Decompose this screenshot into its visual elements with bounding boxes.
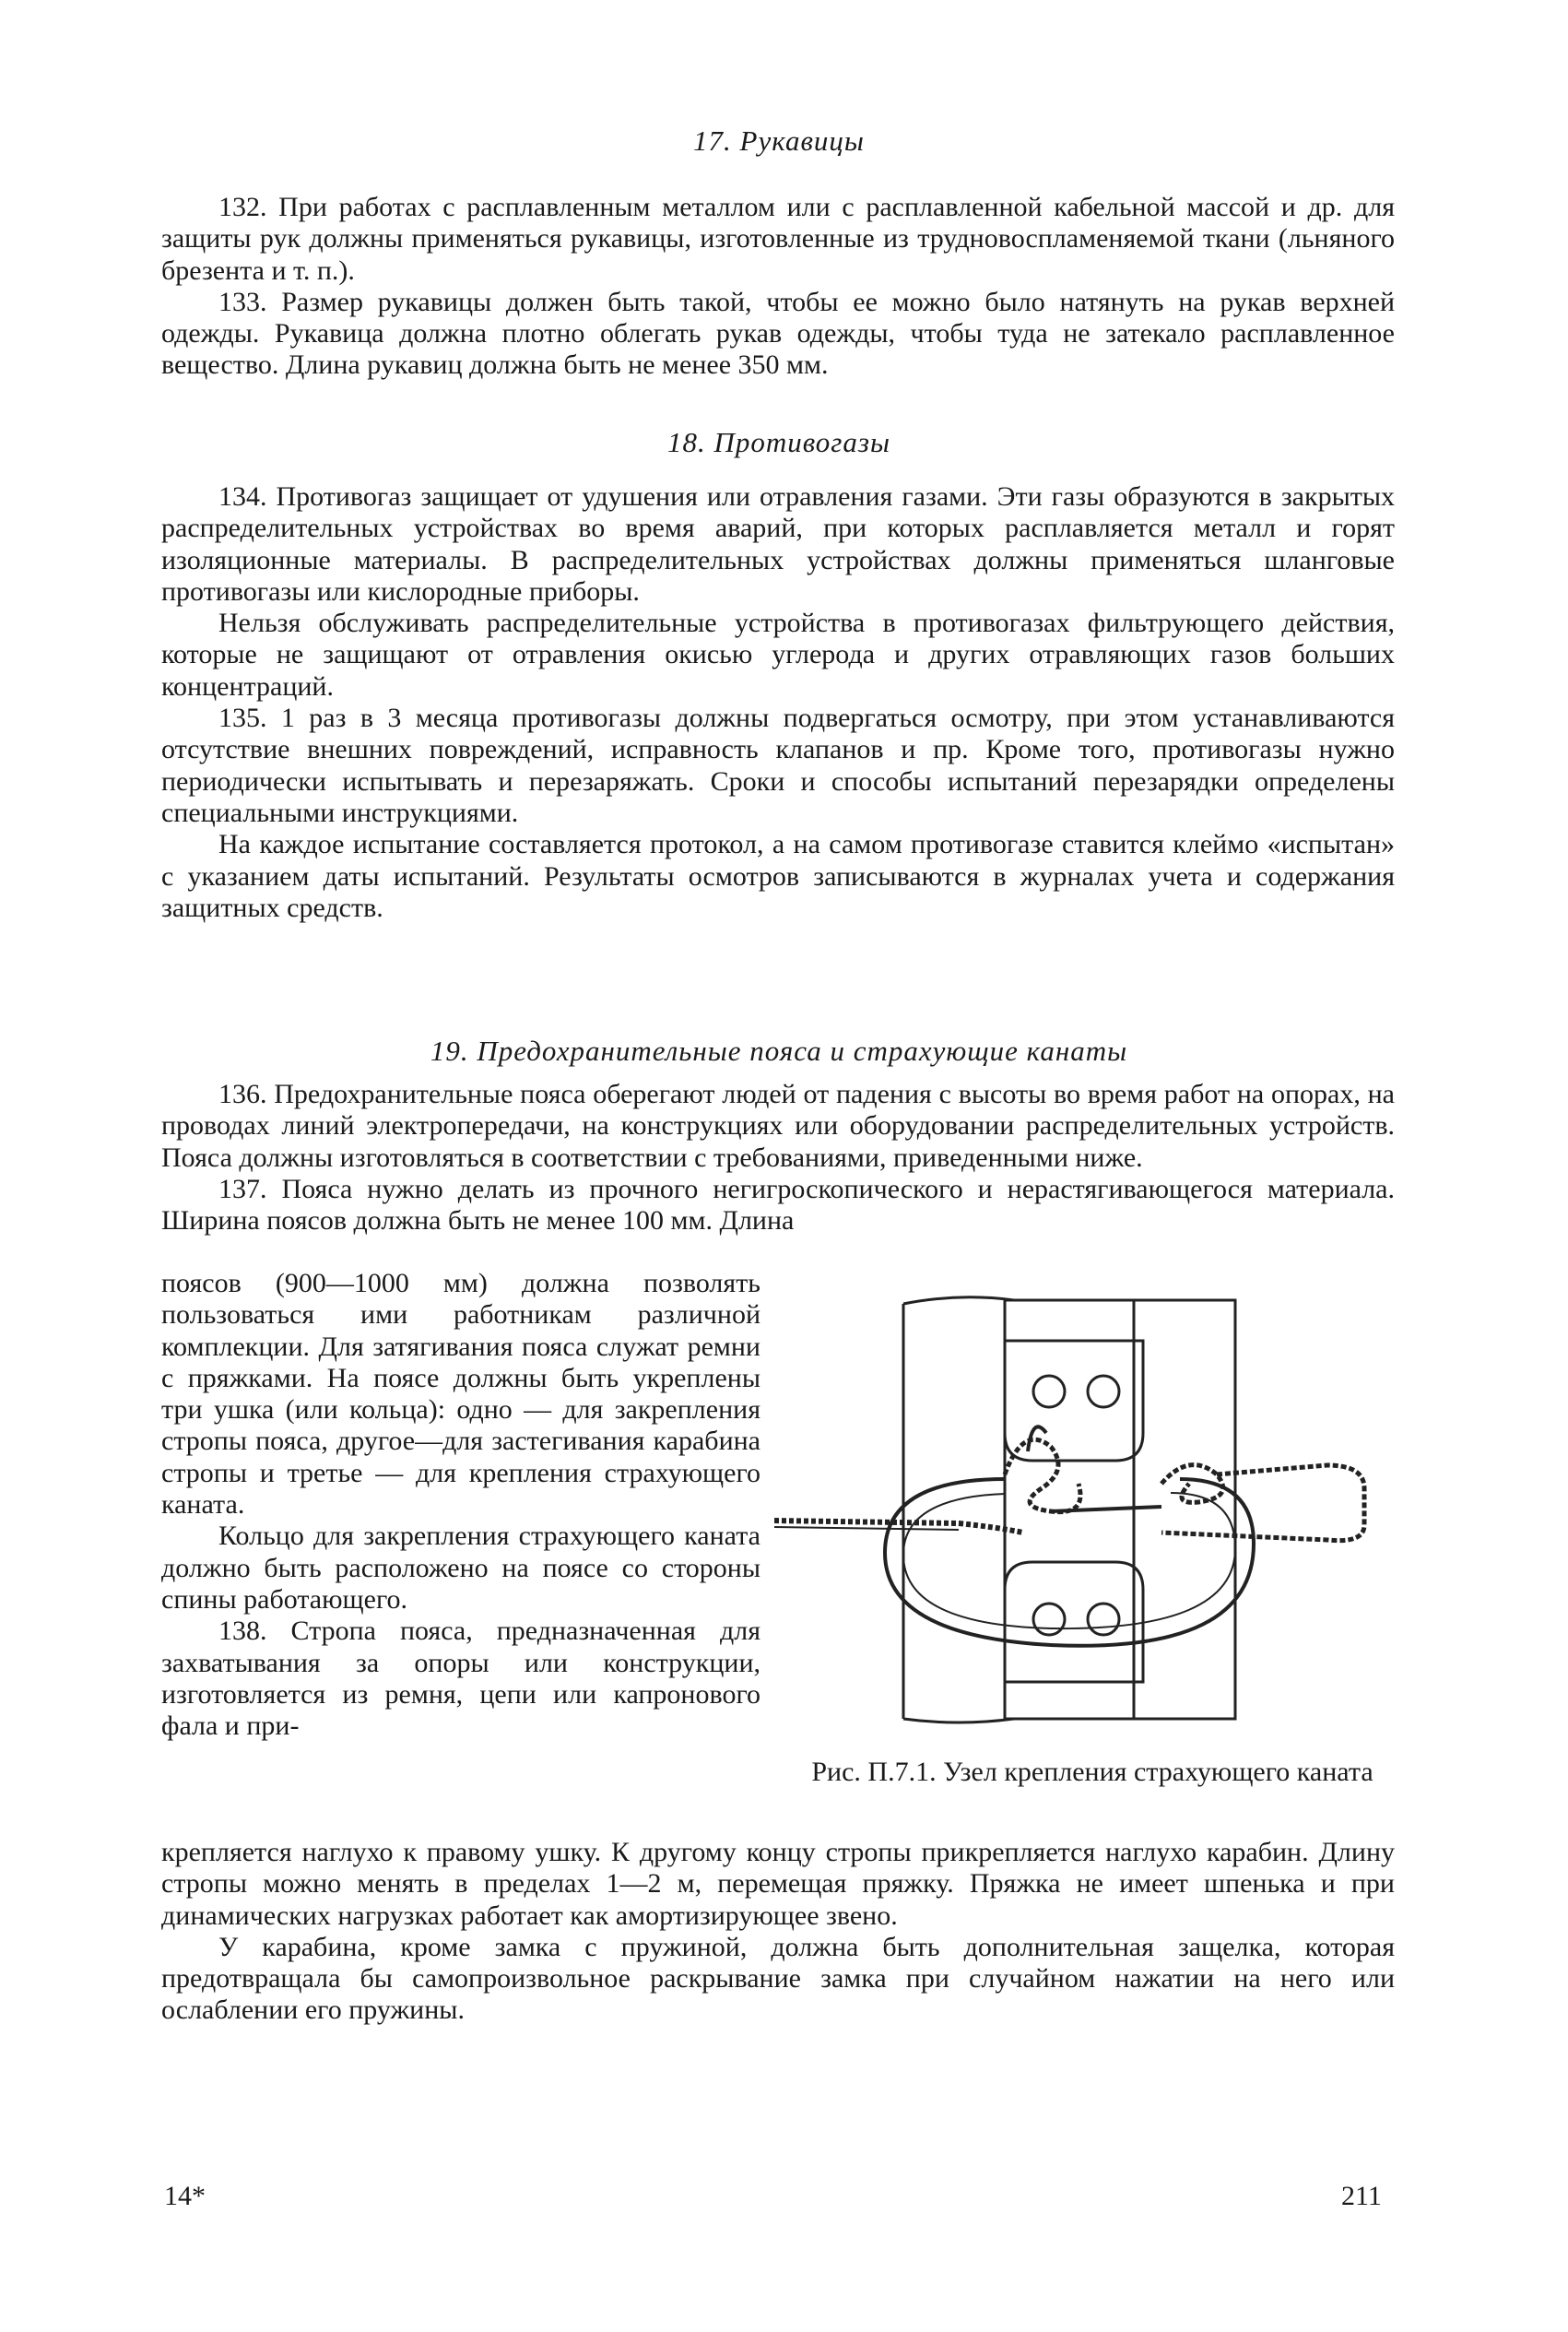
paragraph-134: 134. Противогаз защищает от удушения или отравления газами. Эти газы образуются в закрытых распределительных устройствах во время аварий, при которых расплавляется металл и горят изоляционные материалы. В распределительных устройствах должны применяться шланговые противогазы или кислородные приборы.	[161, 481, 1395, 607]
paragraph-137-start: 137. Пояса нужно делать из прочного негигроскопического и нерастягивающегося материала. Ширина поясов должна быть не менее 100 мм. Длина	[161, 1173, 1395, 1237]
section-gloves-body	[161, 192, 1395, 382]
section-heading-safety-belts: 19. Предохранительные пояса и страхующие канаты	[430, 1035, 1128, 1067]
paragraph-138-continued: крепляется наглухо к правому ушку. К другому концу стропы прикрепляется наглухо карабин. Длину стропы можно менять в пределах 1—2 м, перемещая пряжку. Пряжка не имеет шпенька и при динамических нагрузках работает как амортизирующее звено.	[161, 1837, 1395, 1931]
paragraph-138-start: 138. Стропа пояса, предназначенная для захватывания за опоры или конструкции, изготовляется из ремня, цепи или капронового фала и при-	[161, 1616, 760, 1742]
paragraph-136: 136. Предохранительные пояса оберегают людей от падения с высоты во время работ на опорах, на проводах линий электропередачи, на конструкциях или оборудовании распределительных устройств. Пояса должны изготовляться в соответствии с требованиями, приведенными ниже.	[161, 1079, 1395, 1173]
paragraph-137-continued: поясов (900—1000 мм) должна позволять пользоваться ими работникам различной комплекции. Для затягивания пояса служат ремни с пряжками. На поясе должны быть укреплены три ушка (или кольца): одно — для закрепления стропы пояса, другое—для застегивания карабина стропы и третье — для крепления страхующего каната.	[161, 1268, 760, 1521]
section-heading-gloves: 17. Рукавицы	[693, 124, 865, 157]
figure-caption: Рис. П.7.1. Узел крепления страхующего каната	[811, 1757, 1373, 1787]
paragraph-carabiner: У карабина, кроме замка с пружиной, должна быть дополнительная защелка, которая предотвращала бы самопроизвольное раскрывание замка при случайном нажатии на него или ослаблении его пружины.	[161, 1931, 1395, 2026]
wrapped-text-column	[161, 1268, 760, 1742]
section-safety-belts-body	[161, 1079, 1395, 1237]
after-figure-text	[161, 1837, 1395, 2027]
paragraph-ring: Кольцо для закрепления страхующего каната должно быть расположено на поясе со стороны спины работающего.	[161, 1521, 760, 1615]
paragraph-135: 135. 1 раз в 3 месяца противогазы должны подвергаться осмотру, при этом устанавливаются отсутствие внешних повреждений, исправность клапанов и пр. Кроме того, противогазы нужно периодически испытывать и перезаряжать. Сроки и способы испытаний перезарядки определены специальными инструкциями.	[161, 703, 1395, 828]
signature-mark: 14*	[164, 2181, 206, 2211]
section-heading-gas-masks: 18. Противогазы	[666, 426, 890, 458]
paragraph-test-protocol: На каждое испытание составляется протокол, а на самом противогазе ставится клеймо «испытан» с указанием даты испытаний. Результаты осмотров записываются в журналах учета и содержания защитных средств.	[161, 829, 1395, 923]
paragraph-133: 133. Размер рукавицы должен быть такой, чтобы ее можно было натянуть на рукав верхней одежды. Рукавица должна плотно облегать рукав одежды, чтобы туда не затекало расплавленное вещество. Длина рукавиц должна быть не менее 350 мм.	[161, 286, 1395, 381]
section-gas-masks-body	[161, 481, 1395, 924]
paragraph-filter-masks: Нельзя обслуживать распределительные устройства в противогазах фильтрующего действия, которые не защищают от отравления окисью углерода и других отравляющих газов больших концентраций.	[161, 608, 1395, 702]
figure-rope-knot-illustration	[774, 1285, 1397, 1783]
paragraph-132: 132. При работах с расплавленным металлом или с расплавленной кабельной массой и др. для защиты рук должны применяться рукавицы, изготовленные из трудновоспламеняемой ткани (льняного брезента и т. п.).	[161, 192, 1395, 286]
page-number: 211	[1341, 2181, 1382, 2211]
